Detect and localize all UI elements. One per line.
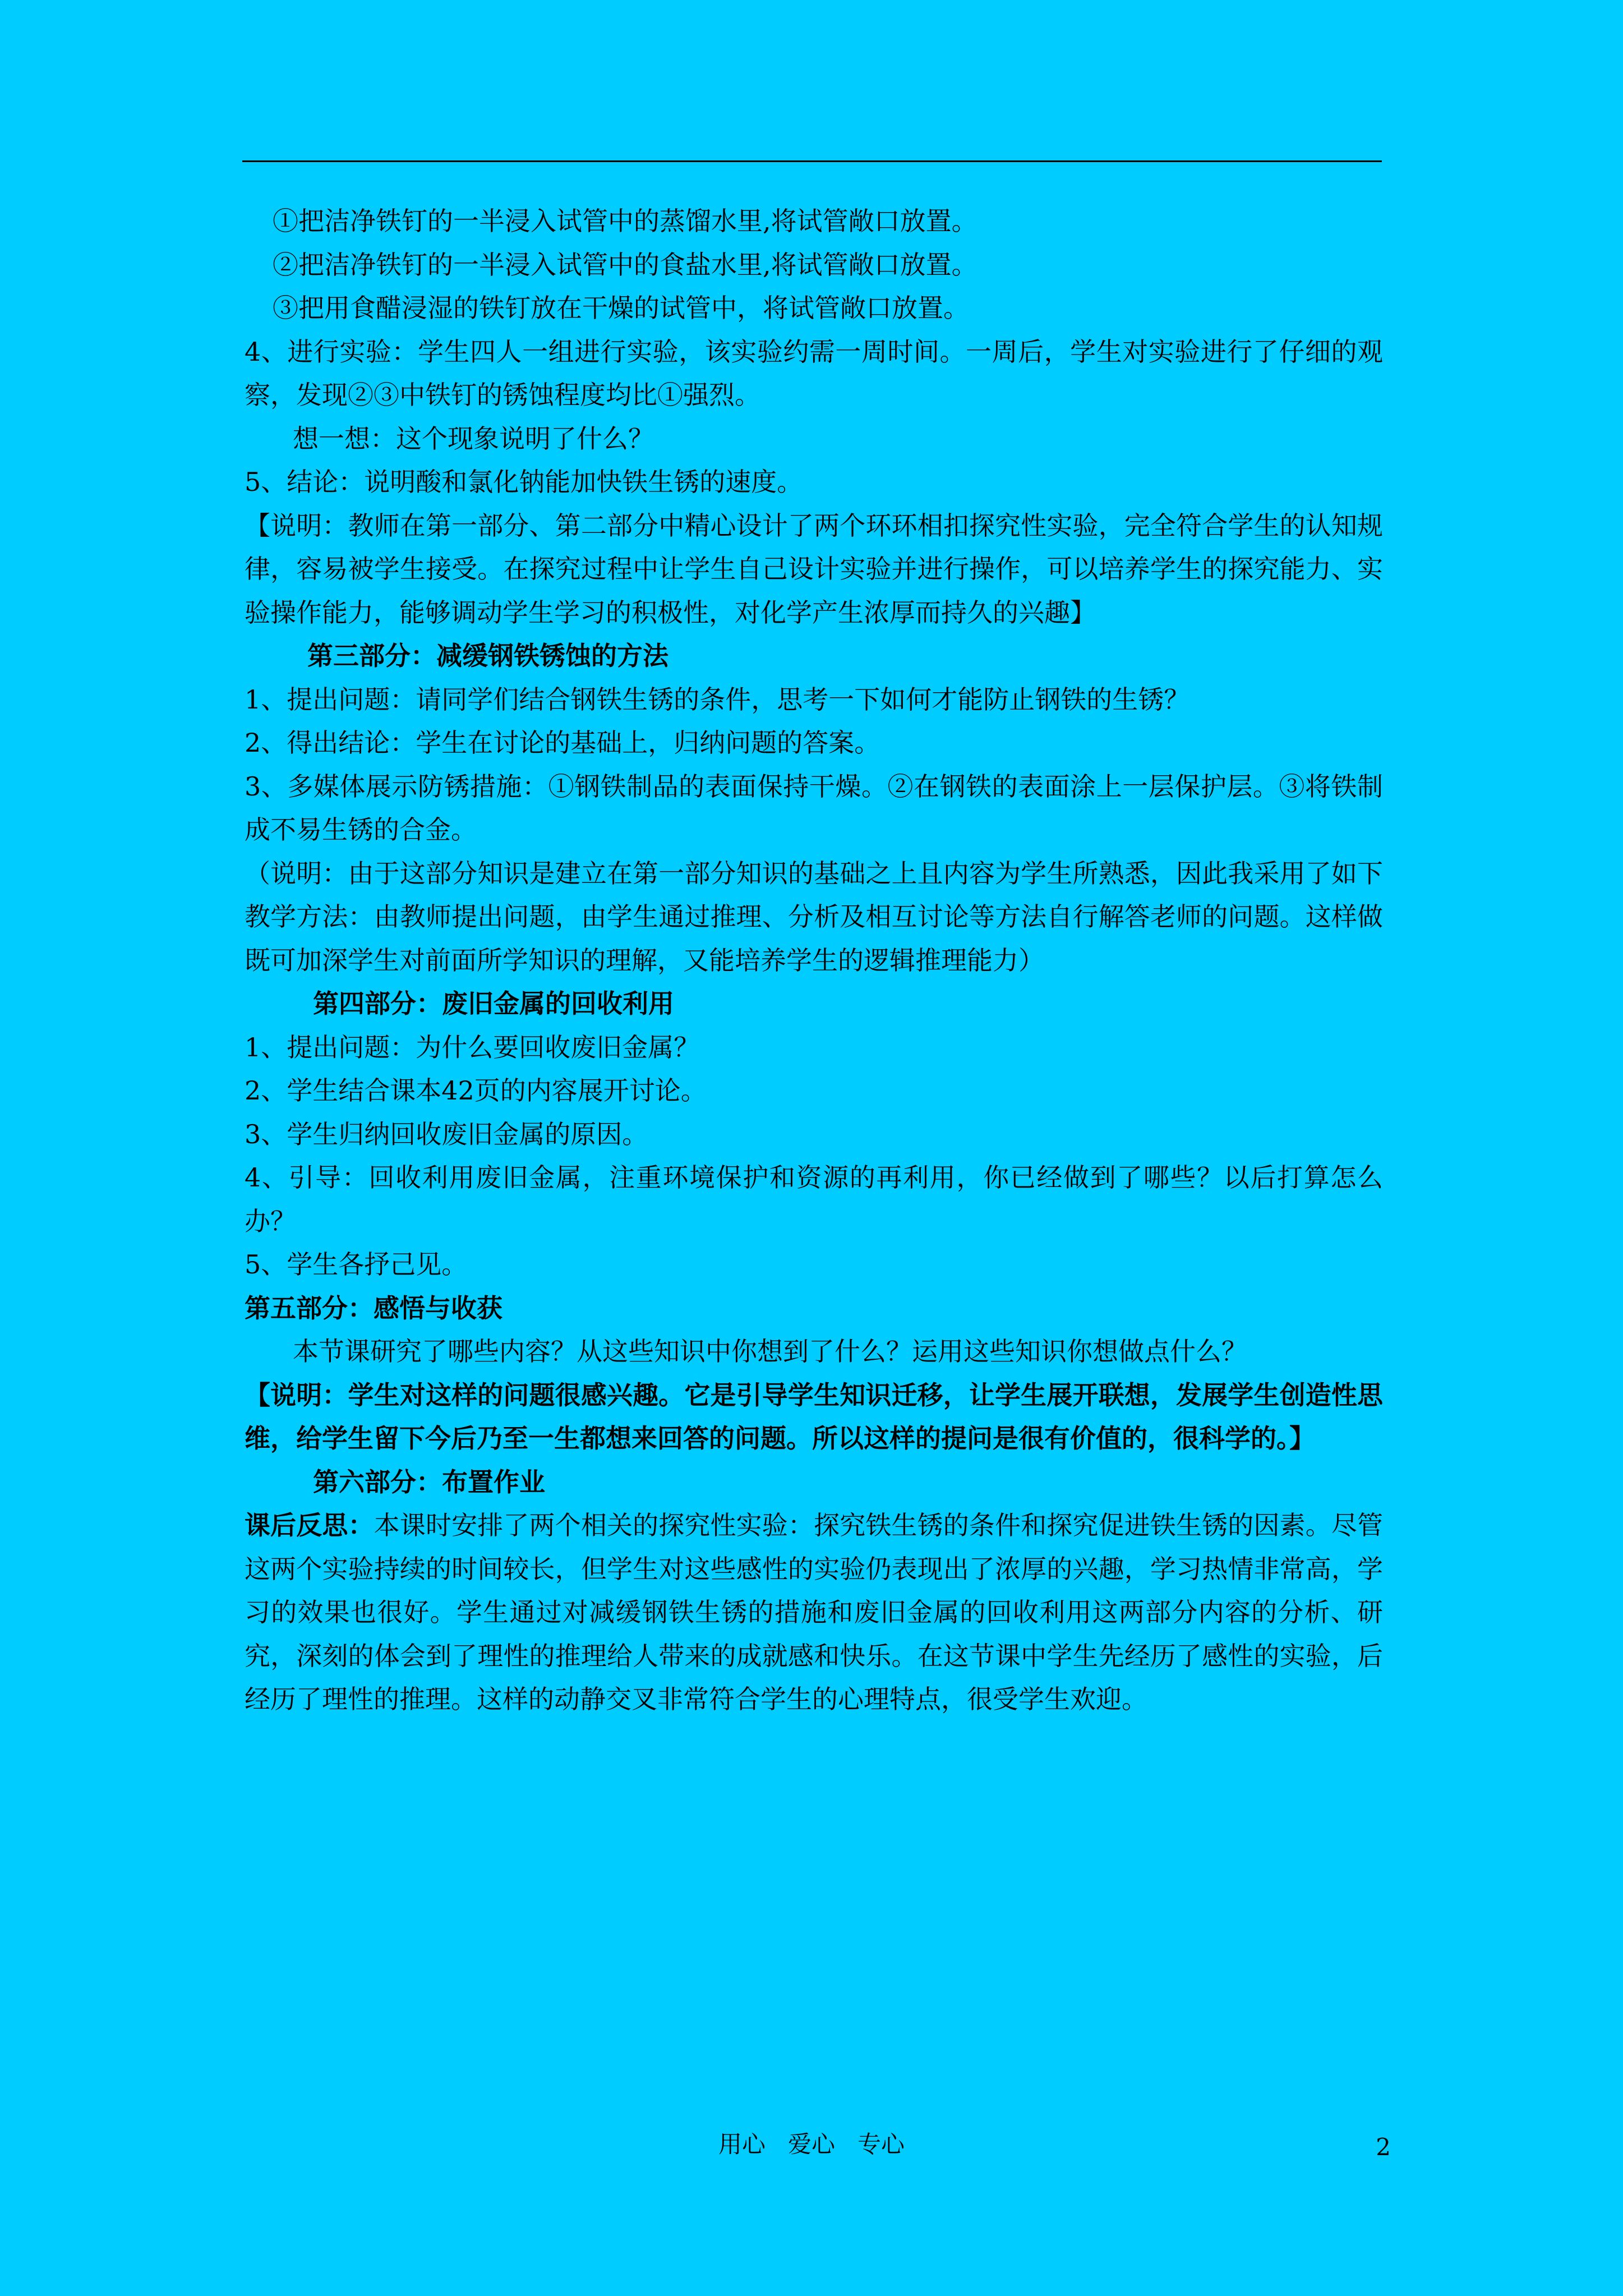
section-heading-4: 第四部分：废旧金属的回收利用 xyxy=(313,988,674,1019)
after-class-reflection xyxy=(245,1504,1383,1722)
list-item: 2、得出结论：学生在讨论的基础上，归纳问题的答案。 xyxy=(245,728,880,758)
section-heading-3: 第三部分：减缓钢铁锈蚀的方法 xyxy=(307,641,668,671)
step-item-1: ①把洁净铁钉的一半浸入试管中的蒸馏水里,将试管敞口放置。 xyxy=(273,206,978,236)
footer-motto: 用心 爱心 专心 xyxy=(718,2131,905,2158)
list-item: 5、学生各抒己见。 xyxy=(245,1249,468,1280)
reflection-text: 本课时安排了两个相关的探究性实验：探究铁生锈的条件和探究促进铁生锈的因素。尽管这两个实验持续的时间较长，但学生对这些感性的实验仍表现出了浓厚的兴趣，学习热情非常高，学习的效果也很好。学生通过对减缓钢铁生锈的措施和废旧金属的回收利用这两部分内容的分析、研究，深刻的体会到了理性的推理给人带来的成就感和快乐。在这节课中学生先经历了感性的实验，后经历了理性的推理。这样的动静交叉非常符合学生的心理特点，很受学生欢迎。 xyxy=(245,1510,1384,1714)
list-item: 3、多媒体展示防锈措施：①钢铁制品的表面保持干燥。②在钢铁的表面涂上一层保护层。③将铁制成不易生锈的合金。 xyxy=(245,771,1383,845)
list-item: 1、提出问题：请同学们结合钢铁生锈的条件，思考一下如何才能防止钢铁的生锈？ xyxy=(245,684,1190,715)
list-item: 2、学生结合课本42页的内容展开讨论。 xyxy=(245,1075,707,1106)
page-number: 2 xyxy=(1376,2133,1391,2161)
header-rule xyxy=(242,160,1382,162)
note-paragraph: 【说明：教师在第一部分、第二部分中精心设计了两个环环相扣探究性实验，完全符合学生的认知规律，容易被学生接受。在探究过程中让学生自己设计实验并进行操作，可以培养学生的探究能力、实验操作能力，能够调动学生学习的积极性，对化学产生浓厚而持久的兴趣】 xyxy=(245,510,1383,628)
step-item-2: ②把洁净铁钉的一半浸入试管中的食盐水里,将试管敞口放置。 xyxy=(273,249,978,280)
conclusion-paragraph: 5、结论：说明酸和氯化钠能加快铁生锈的速度。 xyxy=(245,467,803,497)
note-paragraph: （说明：由于这部分知识是建立在第一部分知识的基础之上且内容为学生所熟悉，因此我采用了如下教学方法：由教师提出问题，由学生通过推理、分析及相互讨论等方法自行解答老师的问题。这样做既可加深学生对前面所学知识的理解，又能培养学生的逻辑推理能力） xyxy=(245,858,1383,976)
document-body xyxy=(245,200,1383,1722)
bold-note-paragraph: 【说明：学生对这样的问题很感兴趣。它是引导学生知识迁移，让学生展开联想，发展学生创造性思维，给学生留下今后乃至一生都想来回答的问题。所以这样的提问是很有价值的，很科学的。】 xyxy=(245,1379,1383,1453)
experiment-paragraph: 4、进行实验：学生四人一组进行实验，该实验约需一周时间。一周后，学生对实验进行了仔细的观察，发现②③中铁钉的锈蚀程度均比①强烈。 xyxy=(245,336,1383,410)
list-item: 3、学生归纳回收废旧金属的原因。 xyxy=(245,1119,648,1149)
reflection-questions: 本节课研究了哪些内容？从这些知识中你想到了什么？运用这些知识你想做点什么？ xyxy=(293,1336,1247,1366)
reflection-label: 课后反思： xyxy=(245,1510,374,1540)
section-heading-5: 第五部分：感悟与收获 xyxy=(245,1292,502,1323)
section-heading-6: 第六部分：布置作业 xyxy=(313,1466,545,1497)
step-item-3: ③把用食醋浸湿的铁钉放在干燥的试管中，将试管敞口放置。 xyxy=(273,293,969,323)
list-item: 1、提出问题：为什么要回收废旧金属？ xyxy=(245,1032,700,1062)
list-item: 4、引导：回收利用废旧金属，注重环境保护和资源的再利用，你已经做到了哪些？以后打算怎么办？ xyxy=(245,1162,1383,1236)
think-question: 想一想：这个现象说明了什么？ xyxy=(293,423,654,454)
